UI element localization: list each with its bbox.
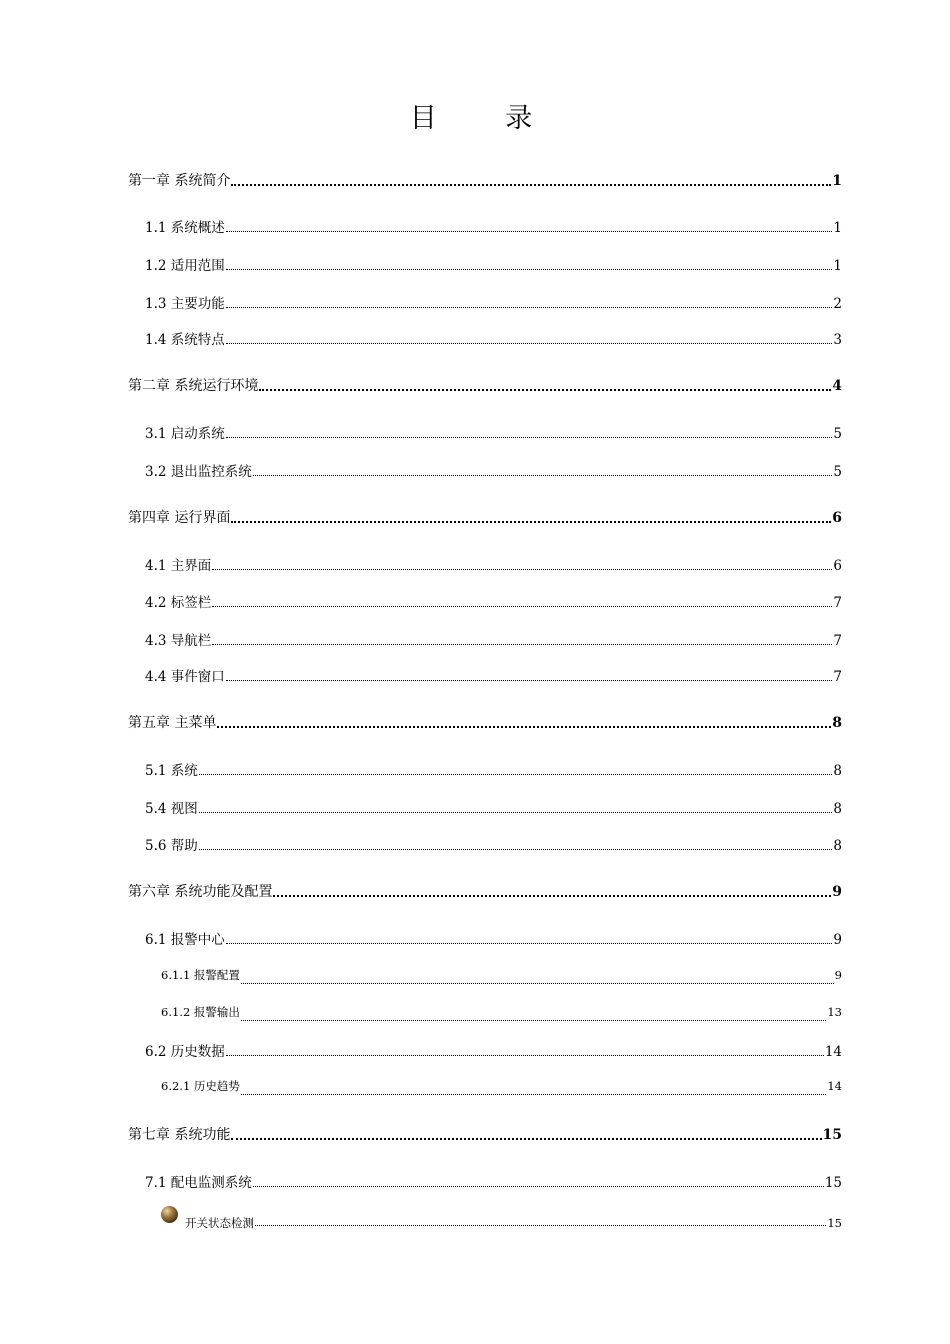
toc-page-number: 1 — [833, 258, 842, 274]
toc-page-number: 5 — [833, 464, 842, 480]
toc-chapter-entry[interactable] — [128, 375, 842, 395]
toc-section-entry[interactable] — [145, 591, 842, 611]
toc-page-number: 7 — [833, 633, 842, 649]
dot-leader — [253, 475, 833, 476]
toc-section-entry[interactable] — [161, 967, 842, 987]
toc-entry-label: 4.2 标签栏 — [145, 595, 212, 611]
toc-entry-label: 6.2.1 历史趋势 — [161, 1079, 240, 1093]
toc-entry-label: 第二章 系统运行环境 — [128, 378, 259, 394]
toc-page-number: 2 — [833, 296, 842, 312]
toc-section-entry[interactable] — [145, 460, 842, 480]
toc-entry-label: 第四章 运行界面 — [128, 510, 231, 526]
toc-page-number: 9 — [834, 968, 842, 982]
toc-page-number: 3 — [833, 332, 842, 348]
dot-leader — [226, 680, 833, 681]
toc-entry-label: 5.4 视图 — [145, 801, 198, 817]
dot-leader — [231, 1138, 821, 1140]
toc-entry-label: 4.4 事件窗口 — [145, 669, 225, 685]
dot-leader — [226, 343, 833, 344]
toc-section-entry[interactable] — [145, 328, 842, 348]
dot-leader — [241, 983, 834, 984]
toc-page-number: 6 — [833, 558, 842, 574]
toc-entry-label: 6.2 历史数据 — [145, 1044, 225, 1060]
toc-chapter-entry[interactable] — [128, 712, 842, 732]
toc-section-entry[interactable] — [145, 834, 842, 854]
toc-entry-label: 5.6 帮助 — [145, 838, 198, 854]
bullet-sphere-icon — [161, 1206, 178, 1223]
toc-section-entry[interactable] — [145, 629, 842, 649]
toc-chapter-entry[interactable] — [128, 1124, 842, 1144]
dot-leader — [226, 269, 833, 270]
toc-section-entry[interactable] — [145, 554, 842, 574]
toc-entry-label: 开关状态检测 — [185, 1216, 254, 1230]
toc-entry-label: 6.1.1 报警配置 — [161, 968, 240, 982]
toc-chapter-entry[interactable] — [128, 507, 842, 527]
toc-entry-label: 3.2 退出监控系统 — [145, 464, 252, 480]
toc-entry-label: 1.3 主要功能 — [145, 296, 225, 312]
toc-section-entry[interactable] — [145, 422, 842, 442]
dot-leader — [231, 184, 831, 186]
toc-section-entry[interactable] — [161, 1210, 842, 1230]
toc-page-number: 6 — [832, 510, 842, 526]
toc-page-number: 15 — [827, 1216, 842, 1230]
toc-entry-label: 1.1 系统概述 — [145, 220, 225, 236]
toc-page-number: 7 — [833, 669, 842, 685]
toc-page-number: 14 — [827, 1079, 842, 1093]
toc-section-entry[interactable] — [145, 1171, 842, 1191]
toc-entry-label: 6.1.2 报警输出 — [161, 1005, 240, 1019]
toc-entry-label: 第六章 系统功能及配置 — [128, 884, 273, 900]
toc-entry-label: 6.1 报警中心 — [145, 932, 225, 948]
toc-entry-label: 1.4 系统特点 — [145, 332, 225, 348]
toc-entry-label: 1.2 适用范围 — [145, 258, 225, 274]
dot-leader — [212, 569, 832, 570]
dot-leader — [241, 1020, 826, 1021]
dot-leader — [226, 943, 833, 944]
toc-entry-label: 第五章 主菜单 — [128, 715, 217, 731]
toc-title: 目 录 — [409, 103, 563, 134]
dot-leader — [212, 606, 832, 607]
toc-section-entry[interactable] — [161, 1078, 842, 1098]
toc-page-number: 8 — [833, 801, 842, 817]
dot-leader — [226, 231, 833, 232]
toc-section-entry[interactable] — [145, 797, 842, 817]
toc-page-number: 15 — [822, 1127, 842, 1143]
dot-leader — [226, 307, 833, 308]
toc-entry-label: 5.1 系统 — [145, 763, 198, 779]
toc-page-number: 9 — [833, 932, 842, 948]
dot-leader — [199, 849, 833, 850]
toc-section-entry[interactable] — [161, 1004, 842, 1024]
dot-leader — [273, 895, 831, 897]
dot-leader — [241, 1094, 826, 1095]
toc-page-number: 9 — [832, 884, 842, 900]
toc-page-number: 4 — [832, 378, 842, 394]
toc-page-number: 8 — [833, 763, 842, 779]
toc-entry-label: 4.3 导航栏 — [145, 633, 212, 649]
dot-leader — [199, 812, 833, 813]
toc-section-entry[interactable] — [145, 1040, 842, 1060]
dot-leader — [231, 521, 831, 523]
toc-page-number: 7 — [833, 595, 842, 611]
toc-entry-label: 4.1 主界面 — [145, 558, 212, 574]
toc-page-number: 8 — [833, 838, 842, 854]
toc-entry-label: 3.1 启动系统 — [145, 426, 225, 442]
toc-page-number: 1 — [832, 173, 842, 189]
toc-page-number: 14 — [824, 1044, 842, 1060]
dot-leader — [199, 774, 833, 775]
dot-leader — [226, 437, 833, 438]
dot-leader — [212, 644, 832, 645]
toc-chapter-entry[interactable] — [128, 881, 842, 901]
toc-page-number: 5 — [833, 426, 842, 442]
toc-section-entry[interactable] — [145, 759, 842, 779]
toc-section-entry[interactable] — [145, 292, 842, 312]
dot-leader — [259, 389, 831, 391]
toc-page-number: 8 — [832, 715, 842, 731]
toc-page-number: 1 — [833, 220, 842, 236]
dot-leader — [253, 1186, 824, 1187]
dot-leader — [255, 1225, 826, 1226]
toc-section-entry[interactable] — [145, 254, 842, 274]
toc-section-entry[interactable] — [145, 216, 842, 236]
dot-leader — [226, 1055, 824, 1056]
toc-page-number: 13 — [827, 1005, 842, 1019]
toc-entry-label: 第一章 系统简介 — [128, 173, 231, 189]
toc-section-entry[interactable] — [145, 665, 842, 685]
dot-leader — [217, 726, 831, 728]
toc-chapter-entry[interactable] — [128, 170, 842, 190]
toc-entry-label: 第七章 系统功能 — [128, 1127, 231, 1143]
toc-page-number: 15 — [824, 1175, 842, 1191]
toc-entry-label: 7.1 配电监测系统 — [145, 1175, 252, 1191]
toc-section-entry[interactable] — [145, 928, 842, 948]
